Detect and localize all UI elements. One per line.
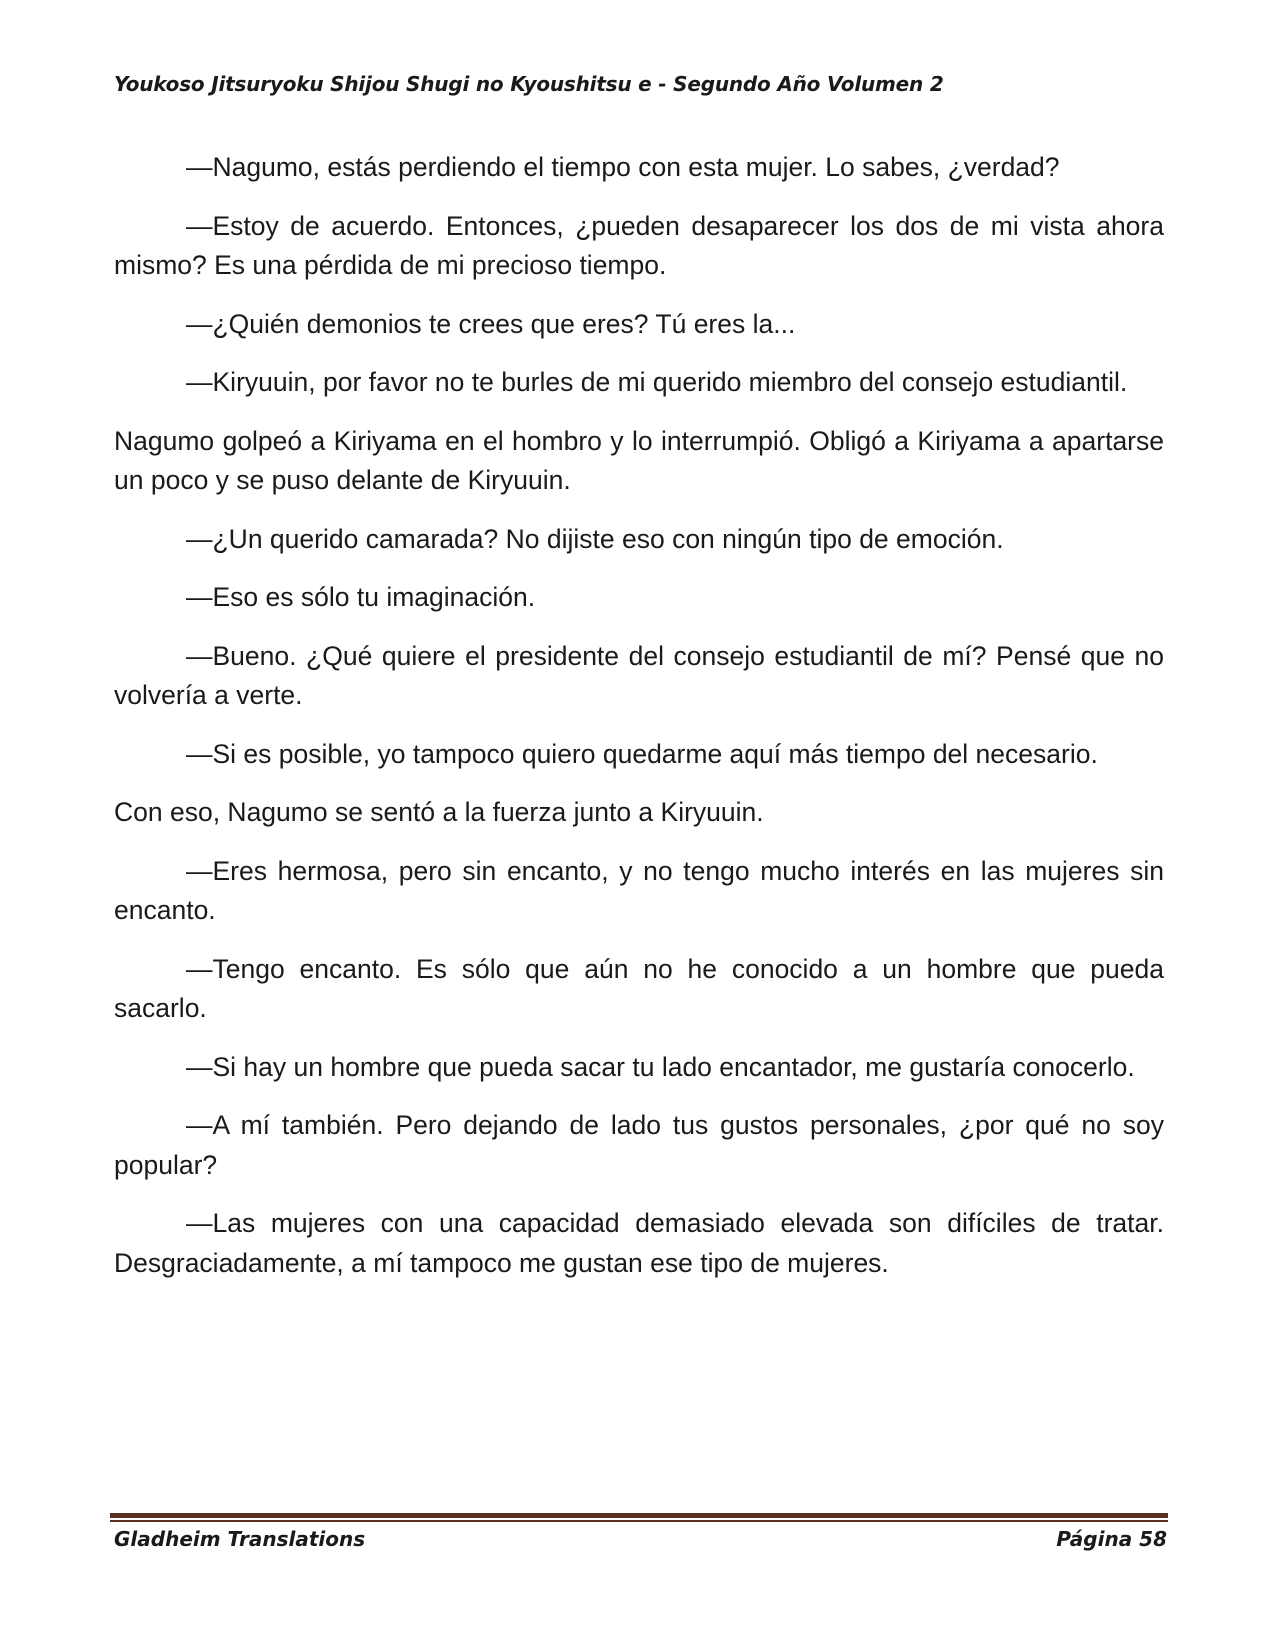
footer-divider-thin	[110, 1520, 1168, 1522]
paragraph: —¿Quién demonios te crees que eres? Tú eres la...	[186, 308, 796, 339]
paragraph: Nagumo golpeó a Kiriyama en el hombro y lo interrumpió. Obligó a Kiriyama a apartarse un poco y se puso delante de Kiryuuin.	[114, 425, 1164, 495]
paragraph: —A mí también. Pero dejando de lado tus gustos personales, ¿por qué no soy popular?	[114, 1110, 1164, 1180]
footer-divider-thick	[110, 1513, 1168, 1518]
paragraph: —Eso es sólo tu imaginación.	[186, 582, 536, 612]
paragraph: —Bueno. ¿Qué quiere el presidente del consejo estudiantil de mí? Pensé que no volvería a verte.	[114, 640, 1164, 710]
running-header: Youkoso Jitsuryoku Shijou Shugi no Kyoushitsu e - Segundo Año Volumen 2	[114, 72, 944, 96]
paragraph: —Nagumo, estás perdiendo el tiempo con esta mujer. Lo sabes, ¿verdad?	[186, 152, 1060, 182]
paragraph: —Tengo encanto. Es sólo que aún no he conocido a un hombre que pueda sacarlo.	[114, 953, 1164, 1023]
paragraph: —Si hay un hombre que pueda sacar tu lado encantador, me gustaría conocerlo.	[186, 1051, 1135, 1082]
paragraph: —Kiryuuin, por favor no te burles de mi querido miembro del consejo estudiantil.	[186, 367, 1128, 397]
paragraph: —Si es posible, yo tampoco quiero quedarme aquí más tiempo del necesario.	[186, 738, 1098, 769]
paragraph: —Estoy de acuerdo. Entonces, ¿pueden desaparecer los dos de mi vista ahora mismo? Es una pérdida de mi precioso tiempo.	[114, 210, 1164, 280]
paragraph: —¿Un querido camarada? No dijiste eso con ningún tipo de emoción.	[186, 523, 1004, 554]
paragraph: —Las mujeres con una capacidad demasiado elevada son difíciles de tratar. Desgraciadamente, a mí tampoco me gustan ese tipo de mujeres.	[114, 1208, 1164, 1278]
footer-publisher: Gladheim Translations	[114, 1527, 366, 1551]
paragraph: —Eres hermosa, pero sin encanto, y no tengo mucho interés en las mujeres sin encanto.	[114, 855, 1164, 925]
paragraph: Con eso, Nagumo se sentó a la fuerza junto a Kiryuuin.	[114, 797, 764, 827]
page-number: Página 58	[1056, 1527, 1167, 1551]
page-body	[114, 148, 1164, 1302]
